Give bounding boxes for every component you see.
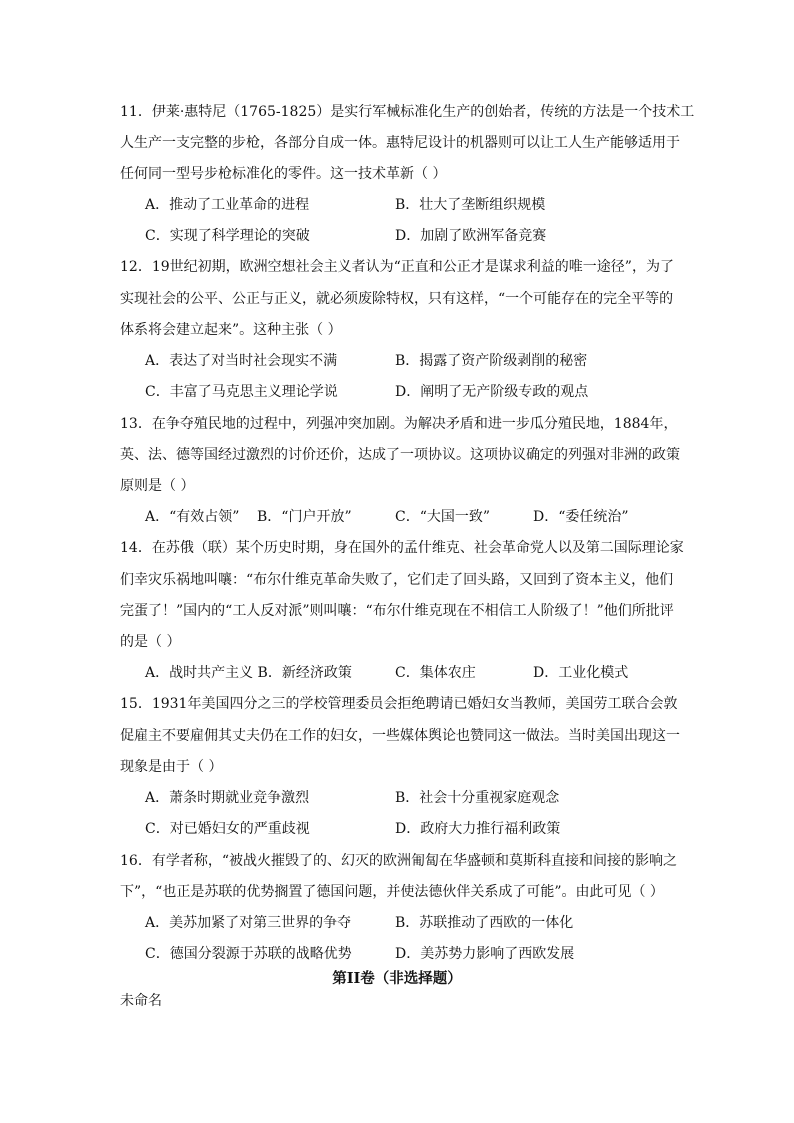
question-15-option-a[interactable]: A．萧条时期就业竞争激烈 [145,790,310,806]
question-11-line-1: 11．伊莱·惠特尼（1765-1825）是实行军械标准化生产的创始者，传统的方法是一个技术工 [120,104,695,120]
question-12-option-d[interactable]: D．阐明了无产阶级专政的观点 [395,384,589,400]
question-12-option-b[interactable]: B．揭露了资产阶级剥削的秘密 [395,353,588,369]
question-13-line-2: 英、法、德等国经过激烈的讨价还价，达成了一项协议。这项协议确定的列强对非洲的政策 [120,447,680,463]
question-13-option-c[interactable]: C．“大国一致” [395,509,491,525]
question-14-option-c[interactable]: C．集体农庄 [395,665,476,681]
question-13-option-a[interactable]: A．“有效占领” [145,509,240,525]
question-14-line-1: 14．在苏俄（联）某个历史时期，身在国外的孟什维克、社会革命党人以及第二国际理论家 [120,540,684,556]
question-12-line-2: 实现社会的公平、公正与正义，就必须废除特权，只有这样，“一个可能存在的完全平等的 [120,291,674,307]
question-11-line-3: 任何同一型号步枪标准化的零件。这一技术革新（ ） [120,166,447,182]
question-13-line-1: 13．在争夺殖民地的过程中，列强冲突加剧。为解决矛盾和进一步瓜分殖民地，1884年， [120,416,678,432]
question-14-option-d[interactable]: D．工业化模式 [533,665,629,681]
question-12-options-row-1 [145,351,685,371]
question-14-line-4: 的是（ ） [120,634,181,650]
question-11-options-row-1 [145,195,685,215]
question-16-options-row-1 [145,913,685,933]
question-14-line-3: 完蛋了！”国内的“工人反对派”则叫嚷：“布尔什维克现在不相信工人阶级了！”他们所批评 [120,603,674,619]
question-12-option-c[interactable]: C．丰富了马克思主义理论学说 [145,384,338,400]
question-13-options-row [145,507,685,527]
question-15-option-c[interactable]: C．对已婚妇女的严重歧视 [145,821,310,837]
question-14-options-row [145,663,685,683]
question-16-option-c[interactable]: C．德国分裂源于苏联的战略优势 [145,946,352,962]
question-12-line-1: 12．19世纪初期，欧洲空想社会主义者认为“正直和公正才是谋求利益的唯一途径”，为了 [120,259,674,275]
question-11-option-a[interactable]: A．推动了工业革命的进程 [145,197,310,213]
question-15-option-b[interactable]: B．社会十分重视家庭观念 [395,790,560,806]
question-11-options-row-2 [145,226,685,246]
question-11-option-b[interactable]: B．壮大了垄断组织规模 [395,197,546,213]
section-title: 第II卷（非选择题） [332,970,462,987]
question-14-line-2: 们幸灾乐祸地叫嚷：“布尔什维克革命失败了，它们走了回头路，又回到了资本主义，他们 [120,572,674,588]
question-16-line-2: 下”，“也正是苏联的优势搁置了德国问题，并使法德伙伴关系成了可能”。由此可见（ ） [120,884,664,900]
question-13-option-d[interactable]: D．“委任统治” [533,509,629,525]
question-11-line-2: 人生产一支完整的步枪，各部分自成一体。惠特尼设计的机器则可以让工人生产能够适用于 [120,135,680,151]
question-14-option-a-b[interactable]: A．战时共产主义 B．新经济政策 [145,665,352,681]
question-15-options-row-2 [145,819,685,839]
question-11-option-c[interactable]: C．实现了科学理论的突破 [145,228,310,244]
question-15-option-d[interactable]: D．政府大力推行福利政策 [395,821,561,837]
question-16-option-a[interactable]: A．美苏加紧了对第三世界的争夺 [145,915,352,931]
question-15-options-row-1 [145,788,685,808]
question-15-line-1: 15．1931年美国四分之三的学校管理委员会拒绝聘请已婚妇女当教师，美国劳工联合会敦 [120,696,678,712]
question-12-options-row-2 [145,382,685,402]
question-15-line-3: 现象是由于（ ） [120,759,223,775]
question-12-line-3: 体系将会建立起来”。这种主张（ ） [120,322,342,338]
question-12-option-a[interactable]: A．表达了对当时社会现实不满 [145,353,338,369]
question-13-option-b[interactable]: B．“门户开放” [257,509,352,525]
question-15-line-2: 促雇主不要雇佣其丈夫仍在工作的妇女，一些媒体舆论也赞同这一做法。当时美国出现这一 [120,728,680,744]
question-16-options-row-2 [145,944,685,964]
question-13-line-3: 原则是（ ） [120,478,195,494]
unnamed-label: 未命名 [120,993,162,1009]
question-16-line-1: 16．有学者称，“被战火摧毁了的、幻灭的欧洲匍匐在华盛顿和莫斯科直接和间接的影响之 [120,853,677,869]
question-16-option-d[interactable]: D．美苏势力影响了西欧发展 [395,946,575,962]
question-16-option-b[interactable]: B．苏联推动了西欧的一体化 [395,915,574,931]
question-11-option-d[interactable]: D．加剧了欧洲军备竞赛 [395,228,547,244]
